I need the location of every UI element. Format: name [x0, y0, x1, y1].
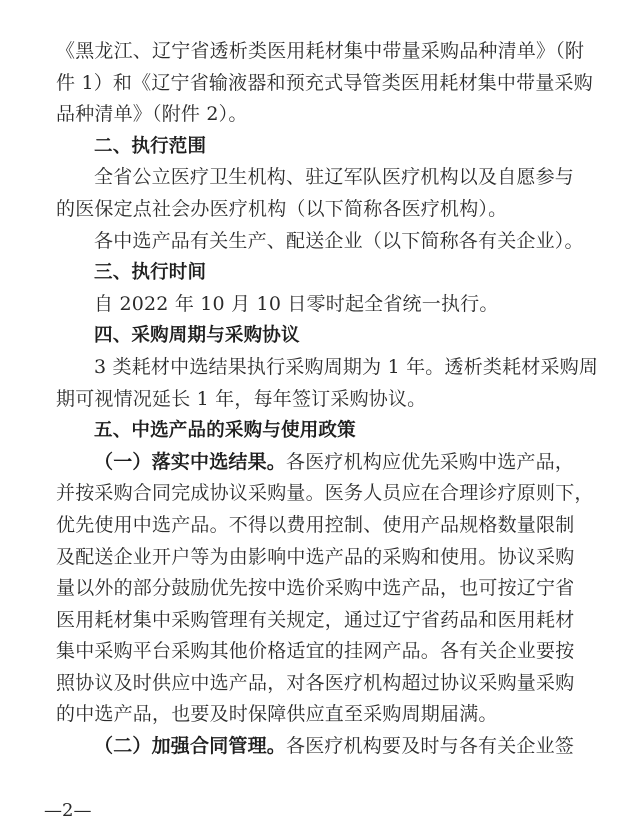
policy-sub1-line-7: 集中采购平台采购其他价格适宜的挂网产品。各有关企业要按 [56, 640, 575, 663]
scope-paragraph-1-line-1: 全省公立医疗卫生机构、驻辽军队医疗机构以及自愿参与 [94, 166, 575, 189]
scope-paragraph-1-line-2: 的医保定点社会办医疗机构（以下简称各医疗机构）。 [56, 197, 508, 220]
section-heading-time: 三、执行时间 [94, 262, 207, 284]
policy-sub1-line-9: 的中选产品，也要及时保障供应直至采购周期届满。 [56, 703, 498, 726]
text-line-2: 件 1）和《辽宁省输液器和预充式导管类医用耗材集中带量采购 [56, 71, 593, 94]
text-line-1: 《黑龙江、辽宁省透析类医用耗材集中带量采购品种清单》（附 [56, 40, 585, 62]
policy-sub1-line-2: 并按采购合同完成协议采购量。医务人员应在合理诊疗原则下， [56, 482, 594, 505]
document-body [56, 36, 599, 763]
section-heading-policy: 五、中选产品的采购与使用政策 [94, 420, 356, 442]
policy-sub1-line-1-text: 各医疗机构应优先采购中选产品， [286, 450, 575, 473]
policy-sub1-label: （一）落实中选结果。 [94, 450, 287, 473]
policy-sub1-line-4: 及配送企业开户等为由影响中选产品的采购和使用。协议采购 [56, 545, 575, 568]
page-number: —2— [44, 800, 92, 821]
policy-sub1-line-6: 医用耗材集中采购管理有关规定，通过辽宁省药品和医用耗材 [56, 608, 575, 631]
policy-sub2-line-1 [56, 731, 578, 763]
policy-sub2-line-1-text: 各医疗机构要及时与各有关企业签 [286, 735, 575, 758]
scope-paragraph-2-line-1: 各中选产品有关生产、配送企业（以下简称各有关企业）。 [94, 229, 584, 252]
section-heading-period: 四、采购周期与采购协议 [94, 325, 300, 347]
text-line-3: 品种清单》（附件 2）。 [56, 103, 248, 126]
policy-sub1-line-5: 量以外的部分鼓励优先按中选价采购中选产品，也可按辽宁省 [56, 577, 575, 600]
time-paragraph-line-1: 自 2022 年 10 月 10 日零时起全省统一执行。 [94, 292, 499, 315]
section-heading-scope: 二、执行范围 [94, 135, 207, 157]
policy-sub1-line-1 [56, 447, 578, 479]
policy-sub2-label: （二）加强合同管理。 [94, 735, 287, 758]
policy-sub1-line-8: 照协议及时供应中选产品，对各医疗机构超过协议采购量采购 [56, 671, 575, 694]
policy-sub1-line-3: 优先使用中选产品。不得以费用控制、使用产品规格数量限制 [56, 513, 575, 536]
period-paragraph-line-1: 3 类耗材中选结果执行采购周期为 1 年。透析类耗材采购周 [94, 355, 599, 378]
period-paragraph-line-2: 期可视情况延长 1 年，每年签订采购协议。 [56, 387, 427, 410]
